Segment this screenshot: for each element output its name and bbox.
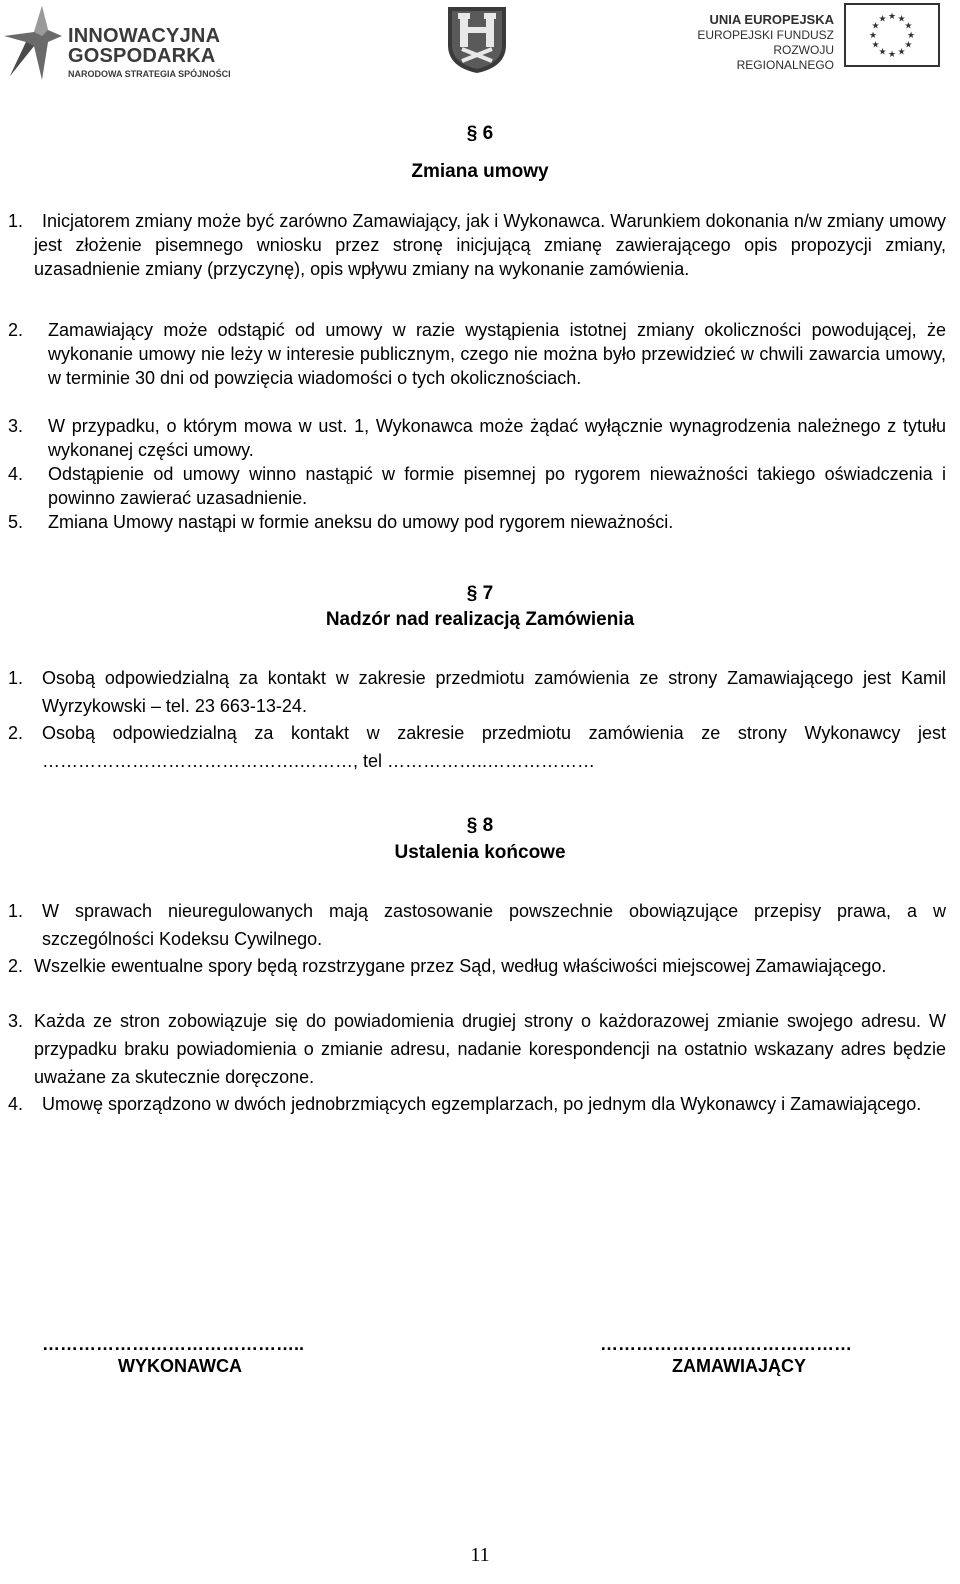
item-text: Wszelkie ewentualne spory będą rozstrzygane przez Sąd, według właściwości miejscowej Zamawiającego.: [34, 956, 887, 976]
signature-line-right: ……………………………………: [600, 1334, 852, 1354]
star-icon: ★: [897, 46, 906, 57]
eu-flag-icon: [844, 3, 940, 67]
star-icon: ★: [906, 30, 916, 40]
item-text: Każda ze stron zobowiązuje się do powiadomienia drugiej strony o każdorazowej zmianie swojego adresu. W przypadku braku powiadomienia o zmianie adresu, nadanie korespondencji na ostatnio wskazany adres będzie uważane za skutecznie doręczone.: [34, 1011, 946, 1087]
item-text: Zmiana Umowy nastąpi w formie aneksu do umowy pod rygorem nieważności.: [48, 512, 674, 532]
innowacyjna-gospodarka-logo: [4, 6, 244, 80]
logo-line-3: NARODOWA STRATEGIA SPÓJNOŚCI: [68, 69, 231, 79]
item-number: 2.: [8, 956, 24, 976]
item-number: 2.: [8, 320, 24, 340]
item-number: 4.: [8, 1094, 24, 1114]
star-icon: ★: [887, 11, 897, 21]
logo-line-1: INNOWACYJNA: [68, 25, 221, 47]
item-number: 5.: [8, 512, 24, 532]
signature-line-left: ……………………………………..: [42, 1334, 305, 1354]
section-title: Zmiana umowy: [411, 161, 549, 182]
item-number: 3.: [8, 416, 24, 436]
item-number: 2.: [8, 723, 24, 743]
eu-line-3: ROZWOJU REGIONALNEGO: [736, 43, 834, 72]
eu-fund-text: [678, 12, 834, 73]
star-icon: ★: [868, 30, 878, 40]
item-text: Osobą odpowiedzialną za kontakt w zakresie przedmiotu zamówienia ze strony Zamawiającego jest Kamil Wyrzykowski – tel. 23 663-13-24.: [42, 668, 946, 716]
star-fragment-icon: [4, 6, 62, 80]
item-text: Umowę sporządzono w dwóch jednobrzmiących egzemplarzach, po jednym dla Wykonawcy i Zamawiającego.: [42, 1094, 922, 1114]
innowacyjna-gospodarka-text: [68, 26, 231, 80]
item-number: 1.: [8, 901, 24, 921]
item-text: Zamawiający może odstąpić od umowy w razie wystąpienia istotnej zmiany okoliczności powodującej, że wykonanie umowy nie leży w interesie publicznym, czego nie można było przewidzieć w chwili zawarcia umowy, w terminie 30 dni od powzięcia wiadomości o tych okolicznościach.: [48, 320, 946, 388]
item-text: Osobą odpowiedzialną za kontakt w zakresie przedmiotu zamówienia ze strony Wykonawcy jest …………………………………….………, tel ……………..………………: [42, 723, 946, 771]
star-icon: ★: [871, 39, 880, 50]
item-number: 3.: [8, 1011, 24, 1031]
section-mark: § 7: [466, 583, 494, 604]
item-text: Inicjatorem zmiany może być zarówno Zamawiający, jak i Wykonawca. Warunkiem dokonania n/w zmiany umowy jest złożenie pisemnego wniosku przez stronę inicjującą zmianę zawierającego opis propozycji zmiany, uzasadnienie zmiany (przyczynę), opis wpływu zmiany na wykonanie zamówienia.: [34, 211, 946, 279]
page-number: 11: [470, 1544, 490, 1566]
item-number: 4.: [8, 464, 24, 484]
signature-label-right: ZAMAWIAJĄCY: [672, 1356, 806, 1376]
star-icon: ★: [897, 13, 906, 24]
star-icon: ★: [904, 39, 913, 50]
logo-line-2: GOSPODARKA: [68, 45, 216, 67]
item-number: 1.: [8, 668, 24, 688]
section-title: Nadzór nad realizacją Zamówienia: [325, 609, 635, 630]
star-icon: ★: [878, 13, 887, 24]
section-mark: § 8: [466, 815, 494, 836]
item-text: Odstąpienie od umowy winno nastąpić w formie pisemnej po rygorem nieważności takiego oświadczenia i powinno zawierać uzasadnienie.: [48, 464, 946, 508]
eu-line-2: EUROPEJSKI FUNDUSZ: [697, 28, 834, 42]
eu-line-1: UNIA EUROPEJSKA: [709, 12, 834, 27]
section-mark: § 6: [466, 123, 494, 144]
coat-of-arms-icon: [446, 5, 508, 75]
signature-label-left: WYKONAWCA: [118, 1356, 242, 1376]
item-text: W sprawach nieuregulowanych mają zastosowanie powszechnie obowiązujące przepisy prawa, a w szczególności Kodeksu Cywilnego.: [42, 901, 946, 949]
star-icon: ★: [904, 20, 913, 31]
star-icon: ★: [871, 20, 880, 31]
star-icon: ★: [887, 49, 897, 59]
star-icon: ★: [878, 46, 887, 57]
item-number: 1.: [8, 211, 24, 231]
section-title: Ustalenia końcowe: [394, 842, 566, 863]
item-text: W przypadku, o którym mowa w ust. 1, Wykonawca może żądać wyłącznie wynagrodzenia należnego z tytułu wykonanej części umowy.: [48, 416, 946, 460]
